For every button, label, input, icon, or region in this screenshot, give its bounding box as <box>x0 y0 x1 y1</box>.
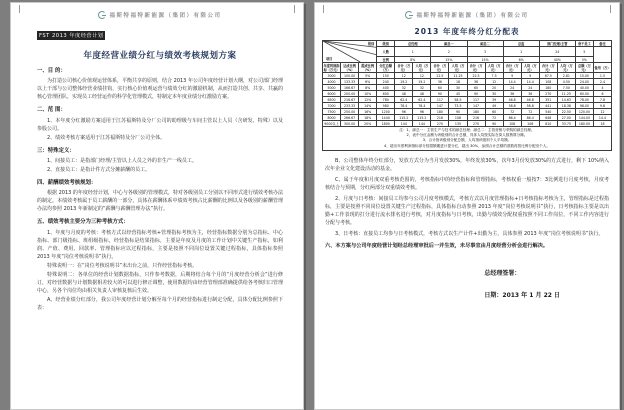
table-cell: 180 <box>431 109 449 115</box>
ratio-cell: 6% <box>503 57 539 63</box>
table-cell: 180 <box>467 109 485 115</box>
section-heading-effective: 六、本方案与公司年度经营计划经总经理审批后一并生效，未尽事宜由月度经营分析会进行解决。 <box>325 242 549 249</box>
level-header: 副总一 <box>431 41 467 47</box>
page-right <box>314 2 620 410</box>
table-cell: 3000 <box>323 73 341 79</box>
table-cell: 14.4 <box>521 79 539 85</box>
table-cell: 19.2 <box>413 79 431 85</box>
table-cell: 4 <box>593 85 611 91</box>
table-cell: 20 <box>485 85 503 91</box>
row-label-level: 级别 <box>377 41 395 47</box>
table-cell: 7.8 <box>593 97 611 103</box>
date-label: 日期：2013 年 1 月 22 日 <box>484 291 561 299</box>
table-cell: 9.8 <box>593 103 611 109</box>
table-cell: 30 <box>485 91 503 97</box>
sub-header-cell: 年度利润指标（万元） <box>323 63 340 72</box>
table-cell: 300.00 <box>341 121 359 127</box>
table-cell: 1.5 <box>593 73 611 79</box>
table-cell: 1440 <box>377 115 395 121</box>
section-heading-plan: 四、薪酬绩效考核规划： <box>37 180 97 187</box>
level-header: 总监 <box>503 41 539 47</box>
table-cell: 233.33 <box>341 103 359 109</box>
table-cell: 351 <box>539 97 557 103</box>
table-cell: 16% <box>359 109 377 115</box>
page-header <box>322 8 612 22</box>
table-cell: 540 <box>539 109 557 115</box>
table-cell: 108 <box>503 121 521 127</box>
table-cell: 14.4 <box>593 115 611 121</box>
paragraph: 1、本年度分红激励方案适用于江苏福斯特及分厂公司的助理级与车间主管以上人员（含研发、特殊）以及参股公司。 <box>37 117 283 132</box>
table-cell: 780 <box>377 97 395 103</box>
table-cell: 5000 <box>323 85 341 91</box>
paragraph: 1、间接员工：是指部门经理/主管以上人员之外的非生产一线员工。 <box>47 157 197 164</box>
table-cell: 62.4 <box>395 97 413 103</box>
crop-mark <box>294 5 295 13</box>
ratio-cell: 40% <box>539 57 575 63</box>
table-cell: 135 <box>449 121 467 127</box>
table-notes <box>323 127 612 151</box>
table-cell: 36 <box>503 91 521 97</box>
table-cell: 46.8 <box>503 97 521 103</box>
table-cell: 67.5 <box>539 73 557 79</box>
table-cell: 9 <box>521 73 539 79</box>
table-cell: 11.25 <box>449 73 467 79</box>
table-cell: 108 <box>449 115 467 121</box>
crop-mark <box>323 5 324 13</box>
table-cell: 48 <box>395 91 413 97</box>
sub-header-cell: 提成比例（%） <box>359 63 377 73</box>
table-cell: 20% <box>359 121 377 127</box>
corner-label-top: 级别 <box>367 42 375 46</box>
table-cell: 117 <box>467 97 485 103</box>
headcount-cell: 5 <box>575 47 593 57</box>
table-cell: 22.5 <box>431 73 449 79</box>
table-cell: 22.50 <box>557 109 575 115</box>
row-label-headcount: 人数 <box>377 47 395 57</box>
table-cell: 6500 <box>323 97 341 103</box>
table-cell: 24 <box>503 85 521 91</box>
table-cell: 10% <box>359 91 377 97</box>
paragraph: 2、月度与日考核：间接员工均参与公司月度考核模式，考核方式以月度管理指标+日考核指标考核为主，管理指标是过程指标，主要是按照不同岗位设置关键生产过程指标，具体指标自动参照 2013 年度“岗位考核说明书”执行，日考核指标主要是以出勤+工作表现的打分进行流水排名进行考核，对月度指标与日考核，出勤与绩效分配权重按照不同工作岗位，不同工作内容进行分配与考核。 <box>325 195 609 226</box>
table-cell: 6 <box>593 91 611 97</box>
table-cell: 216 <box>431 115 449 121</box>
table-cell: 40.00 <box>575 85 593 91</box>
table-cell: 14.63 <box>557 97 575 103</box>
paragraph: A、经营业绩分红部分，我公司年度经营计划分解至每个月的经营指标进行制定分配，具体分配比例参照下表： <box>37 297 283 312</box>
sub-header-cell: 合计（万元） <box>431 63 449 73</box>
table-cell: 36 <box>431 79 449 85</box>
sub-header-cell: 合计（万元） <box>395 63 413 73</box>
table-cell: 78.4 <box>413 103 431 109</box>
table-corner-cell <box>323 41 377 63</box>
company-logo-icon <box>405 11 413 19</box>
table-cell: 166.67 <box>341 85 359 91</box>
table-cell: 6% <box>359 79 377 85</box>
company-name: 福斯特福特新能源（集团）有限公司 <box>109 13 222 19</box>
table-cell: 144.00 <box>575 115 593 121</box>
table-cell: 60 <box>431 85 449 91</box>
table-cell: 648 <box>539 115 557 121</box>
table-cell: 8000 <box>323 115 341 121</box>
table-cell: 18 <box>449 79 467 85</box>
paragraph: 3、日考核：直接员工均参与日考核模式，考核方式以生产计件+出勤为主，具体参照 2013 年度“岗位考核说明书”执行。 <box>335 230 604 237</box>
table-cell: 7000 <box>323 103 341 109</box>
table-cell: 441 <box>539 103 557 109</box>
page-left <box>10 2 304 410</box>
headcount-cell: 3 <box>467 47 503 57</box>
table-cell: 6000 <box>323 91 341 97</box>
note-line: 2、表中分红金额为该级别的合计总额，具体人均按实际在岗人数核算分摊。 <box>406 132 528 137</box>
table-cell: 240 <box>377 79 395 85</box>
table-cell: 810 <box>539 121 557 127</box>
level-header: 部门经理/主管 <box>539 41 575 47</box>
table-cell: 180.00 <box>575 121 593 127</box>
table-cell: 4000 <box>323 79 341 85</box>
headcount-cell: 1 <box>395 47 431 57</box>
table-cell: 266.67 <box>341 115 359 121</box>
note-line: 注：1、副总一：主管生产与技术的副总经理；副总二：主管营销与采购的副总经理。 <box>399 127 535 132</box>
sub-header-cell: 分红总额（万） <box>377 63 395 73</box>
table-cell: 58.8 <box>503 103 521 109</box>
table-cell: 72 <box>503 109 521 115</box>
table-cell: 36 <box>521 91 539 97</box>
table-cell: 400 <box>377 85 395 91</box>
paragraph: 特殊说明一：在“岗位考核说明书”未出台之前，只作经营指标考核。 <box>47 262 198 269</box>
row-label-ratio: 比例 <box>377 57 395 63</box>
table-cell: 600 <box>377 91 395 97</box>
sub-header-cell: 人均（万元） <box>485 63 503 73</box>
table-cell: 96 <box>395 109 413 115</box>
headcount-cell: 1 <box>503 47 539 57</box>
table-cell: 108 <box>521 121 539 127</box>
table-cell: 22.5 <box>467 73 485 79</box>
section-heading-methods: 五、绩效考核主要分为三种考核方式： <box>37 219 129 226</box>
table-cell: 9 <box>503 73 521 79</box>
sub-header-cell: 总额（万元） <box>575 63 593 73</box>
table-cell: 100.00 <box>341 73 359 79</box>
signature-block <box>484 268 612 299</box>
table-cell: 270 <box>467 121 485 127</box>
level-header: 骨干员工 <box>575 41 593 47</box>
company-logo-icon <box>98 11 106 19</box>
ratio-cell: 5% <box>575 57 593 63</box>
note-line: 4、超出年度利润指标部分按超额累进计提分红，超出 30%，参照合计总额的基数再按比例分配至个人。 <box>384 143 550 148</box>
table-cell: 58.5 <box>449 97 467 103</box>
table-cell: 72 <box>485 115 503 121</box>
table-cell: 7.5 <box>485 73 503 79</box>
dividend-table-head <box>323 41 612 73</box>
table-cell: 15.00 <box>575 73 593 79</box>
table-cell: 133.33 <box>341 79 359 85</box>
sub-header-cell: 人均（万元） <box>413 63 431 73</box>
table-cell: 12 <box>485 79 503 85</box>
table-cell: 78.00 <box>575 97 593 103</box>
table-cell: 90 <box>485 121 503 127</box>
paragraph: C、属于年度和月度双重考核范围的，考核指标中的经营指标和管理指标，考核权重一般按7：3比例进行月度考核，月度考核结合与预期，分红两部分双重绩效考核。 <box>325 176 609 191</box>
company-name: 福斯特福特新能源（集团）有限公司 <box>416 13 529 19</box>
table-cell: 48 <box>413 91 431 97</box>
table-cell: 12 <box>413 73 431 79</box>
note-header: 备注 <box>593 41 611 47</box>
section-heading-definitions: 三：特殊定义： <box>37 147 75 154</box>
table-cell: 2.4 <box>593 79 611 85</box>
table-cell: 115.2 <box>395 115 413 121</box>
table-cell: 60 <box>485 109 503 115</box>
table-cell: 980 <box>377 103 395 109</box>
table-cell: 18.38 <box>557 103 575 109</box>
table-cell: 250.00 <box>341 109 359 115</box>
sub-header-cell: 人均（万元） <box>521 63 539 73</box>
table-cell: 86.4 <box>521 115 539 121</box>
table-cell: 18% <box>359 115 377 121</box>
table-cell: 60 <box>467 85 485 91</box>
table-cell: 7500 <box>323 109 341 115</box>
corner-label-bottom: 项目 <box>326 57 333 61</box>
paragraph: 为打造公司核心价值观运营体系，平衡共享的原则，结合 2013 年公司年度经营计划大纲，对公司部门经理以上干部与公司整体经营业绩挂钩，实行核心价值观运营与绩效分红的激励机制，从而打造共创、共享、共赢的核心管理团队，实现员工经营运作的科学化管理模式，特制定本年度业绩分红激励方案。 <box>37 78 283 101</box>
headcount-cell: 24 <box>539 47 575 57</box>
table-cell: 147 <box>431 103 449 109</box>
sub-header-cell: 达成比例（%） <box>341 63 359 73</box>
table-cell: 45 <box>449 91 467 97</box>
table-cell: 24.00 <box>575 79 593 85</box>
table-cell: 49 <box>485 103 503 109</box>
note-line: 3、合计指该级别分配总额，人均指该级别个人平均额。 <box>422 138 512 143</box>
table-cell: 120.00 <box>575 109 593 115</box>
section-heading-scope: 二、范 围： <box>37 107 66 114</box>
paragraph: 特殊说明二：各单位的经营计划数据指标，只作参考数据，后期将结合每个月的“月度经营分析会”进行修订，对经营数据与计划数据相差较大的可以进行修正调整，使用数据均由经营管理部准确提供给各考核归口管理中心，另各个岗位均由相关负责人审核复核后生效。 <box>37 272 283 295</box>
table-cell: 7.50 <box>557 85 575 91</box>
table-cell: 216.67 <box>341 97 359 103</box>
table-cell: 2.81 <box>557 73 575 79</box>
table-cell: 78.4 <box>395 103 413 109</box>
plan-tag: FST 2013 年度经营计划 <box>39 33 104 39</box>
section-heading-purpose: 一、目 的： <box>37 68 66 74</box>
table-cell: 5% <box>359 73 377 79</box>
table-cell: 147 <box>467 103 485 109</box>
paragraph: 根据 2013 的年度经营计划，中心与各级别的管理模式，特对各级别员工分别以不同形式进行绩效考核办法的制定。本绩效考核属于员工薪酬的一部分，具体在薪酬体系中绩效考核占比薪酬的比例以及各级别的薪酬管理办法均参照 2013 年新制定的“薪酬与薪酬管理办法”执行。 <box>37 190 283 213</box>
table-cell: 27.00 <box>557 115 575 121</box>
table-cell: 11.25 <box>557 91 575 97</box>
table-cell: 14.4 <box>503 79 521 85</box>
sub-header-cell: 合计（万元） <box>503 63 521 73</box>
table-cell: 14% <box>359 103 377 109</box>
sub-header-cell: 人均（万元） <box>557 63 575 73</box>
table-cell: 30 <box>449 85 467 91</box>
crop-mark <box>19 5 20 13</box>
table-cell: 96 <box>413 109 431 115</box>
table-cell: 72 <box>521 109 539 115</box>
table-cell: 270 <box>539 91 557 97</box>
table-cell: 4.50 <box>557 79 575 85</box>
table-cell: 90 <box>449 109 467 115</box>
table-cell: 86.4 <box>503 115 521 121</box>
level-header: 总经理 <box>395 41 431 47</box>
paragraph: 2、直接员工：是指计件方式分摊薪酬的员工。 <box>47 166 151 173</box>
table-cell: 24 <box>521 85 539 91</box>
table-cell: 1800 <box>377 121 395 127</box>
table-cell: 33.75 <box>557 121 575 127</box>
table-cell: 90 <box>467 91 485 97</box>
signature-label: 总经理签署： <box>484 269 521 277</box>
ratio-cell: 15% <box>431 57 467 63</box>
ratio-cell: 15% <box>467 57 503 63</box>
level-header: 副总二 <box>467 41 503 47</box>
dividend-table-body <box>323 73 612 151</box>
note-empty-cell <box>593 47 611 63</box>
document-title: 年度经营业绩分红与绩效考核规划方案 <box>83 51 237 61</box>
paragraph: 2、绩效考核方案适用于江苏福斯特及分厂公司全体。 <box>47 134 166 141</box>
dividend-table <box>322 40 612 151</box>
table-cell: 144 <box>395 121 413 127</box>
table-title: 2013 年度年终分红分配表 <box>414 27 520 36</box>
table-cell: 180 <box>539 85 557 91</box>
table-cell: 32 <box>413 85 431 91</box>
table-cell: 19.2 <box>395 79 413 85</box>
table-cell: 62.4 <box>413 97 431 103</box>
table-cell: 1200 <box>377 109 395 115</box>
table-cell: 9000以上 <box>324 121 339 126</box>
table-cell: 90 <box>431 91 449 97</box>
table-cell: 39 <box>485 97 503 103</box>
table-cell: 12 <box>593 109 611 115</box>
table-cell: 144 <box>413 121 431 127</box>
headcount-cell: 2 <box>431 47 467 57</box>
crop-mark <box>610 5 611 13</box>
sub-header-cell: 备用（万） <box>593 63 611 73</box>
table-cell: 216 <box>467 115 485 121</box>
table-cell: 12 <box>395 73 413 79</box>
page-header <box>37 8 283 22</box>
table-cell: 270 <box>431 121 449 127</box>
paragraph: 1、年度与月度的考核：考核方式以经营指标考核+管理指标考核为主，经营指标数据分别为总指标、中心指标、部门级指标、班组级指标，经营指标是结果指标，主要是年度及月度的工作计划中关键生产指标，如利润、产值、费用、回款率、管理指标应以过程指标，主要是按照不同岗位设置关键过程指标，具体指标参照 2013 年度“岗位考核说明书”执行。 <box>37 229 283 260</box>
table-cell: 58.8 <box>521 103 539 109</box>
table-cell: 108 <box>539 79 557 85</box>
table-cell: 150 <box>377 73 395 79</box>
sub-header-cell: 合计（万元） <box>539 63 557 73</box>
table-cell: 8% <box>359 85 377 91</box>
table-cell: 200.00 <box>341 91 359 97</box>
table-cell: 36 <box>467 79 485 85</box>
table-cell: 73.5 <box>449 103 467 109</box>
table-cell: 98.00 <box>575 103 593 109</box>
ratio-cell: 8% <box>395 57 431 63</box>
table-cell: 46.8 <box>521 97 539 103</box>
table-cell: 18 <box>593 121 611 127</box>
sub-header-cell: 人均（万元） <box>449 63 467 73</box>
sub-header-cell: 合计（万元） <box>467 63 485 73</box>
table-cell: 32 <box>395 85 413 91</box>
table-cell: 117 <box>431 97 449 103</box>
table-cell: 60.00 <box>575 91 593 97</box>
paragraph: B、公司整体年终分红部分，发放方式分为当月发放30%，年终发放30%，次年3月份发放30%的方式进行，剩下 10%纳入次年企业文化建设活动的基金。 <box>325 157 609 172</box>
table-cell: 12% <box>359 97 377 103</box>
table-cell: 115.2 <box>413 115 431 121</box>
